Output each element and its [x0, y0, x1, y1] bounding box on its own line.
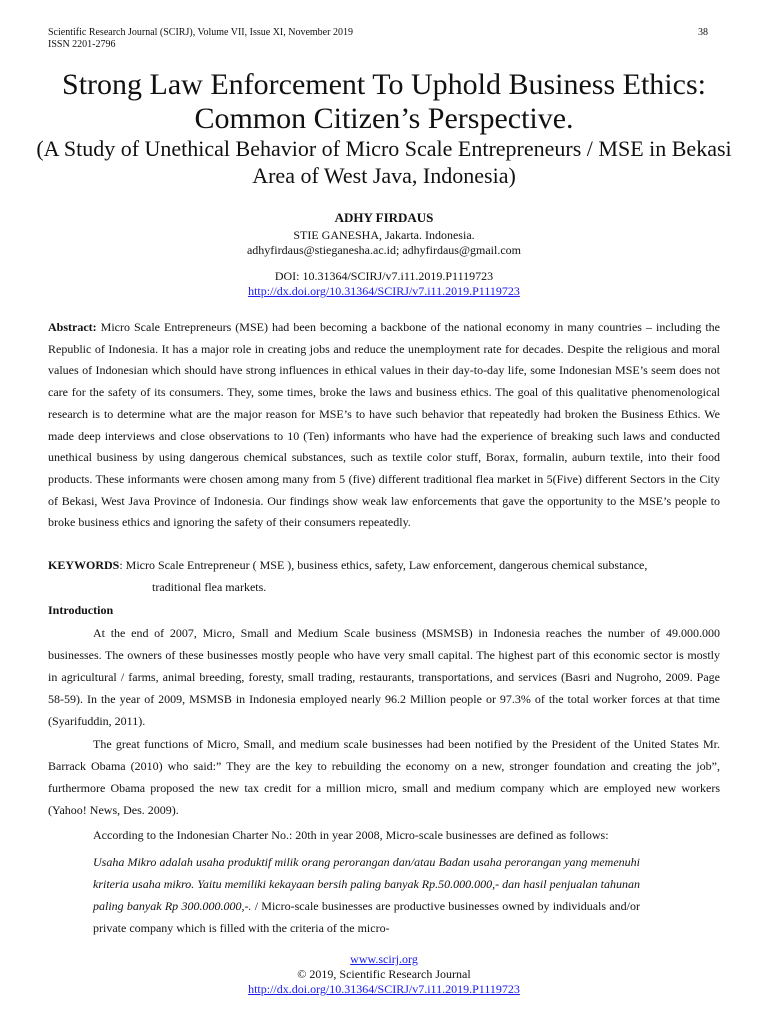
doi-block	[0, 269, 768, 299]
keywords-label: KEYWORDS	[48, 558, 120, 572]
page-number: 38	[698, 27, 708, 38]
page-footer	[0, 952, 768, 997]
section-heading-introduction: Introduction	[48, 603, 114, 617]
definition-quote	[93, 851, 640, 939]
doi-link[interactable]: http://dx.doi.org/10.31364/SCIRJ/v7.i11.2019.P1119723	[248, 284, 520, 298]
abstract-text: Micro Scale Entrepreneurs (MSE) had been becoming a backbone of the national economy in many countries – including the Republic of Indonesia. It has a major role in creating jobs and reduce the unemployment rate for decades. Despite the religious and moral values of Indonesian which should have strong influences in ethical values in their day-to-day life, some Indonesian MSE’s seem does not care for the safety of its consumers. They, some times, broke the laws and business ethics. The goal of this qualitative phenomenological research is to determine what are the major reason for MSE’s to have such behavior that repeatedly had broken the Business Ethics. We made deep interviews and close observations to 10 (Ten) informants who have had the experience of breaking such laws and conducted unethical business by using dangerous chemical substances, such as textile color stuff, Borax, formalin, auburn textile, into their food products. These informants were chosen among many from 5 (five) different traditional flea market in 5(Five) different Sectors in the City of Bekasi, West Java Province of Indonesia. Our findings show weak law enforcements that gave the opportunity to the MSE’s people to broke business ethics and ignoring the safety of their consumers repeatedly.	[48, 320, 720, 530]
quote-italic: Usaha Mikro adalah usaha produktif milik orang perorangan dan/atau Badan usaha perorangan yang memenuhi kriteria usaha mikro. Yaitu memiliki kekayaan bersih paling banyak Rp.50.000.000,- dan hasil penjualan tahunan paling banyak Rp 300.000.000,-.	[93, 855, 640, 913]
abstract-label: Abstract:	[48, 320, 97, 334]
paragraph: According to the Indonesian Charter No.: 20th in year 2008, Micro-scale businesses are defined as follows:	[93, 828, 609, 842]
author-affiliation: STIE GANESHA, Jakarta. Indonesia.	[293, 228, 475, 242]
author-block	[0, 210, 768, 258]
keywords	[48, 554, 720, 598]
footer-site-link[interactable]: www.scirj.org	[350, 952, 418, 966]
running-header	[48, 27, 353, 51]
abstract	[48, 317, 720, 534]
quote-translation: / Micro-scale businesses are productive businesses owned by individuals and/or private company which is filled with the criteria of the micro-	[93, 899, 640, 935]
paper-subtitle: (A Study of Unethical Behavior of Micro Scale Entrepreneurs / MSE in Bekasi Area of West Java, Indonesia)	[36, 136, 732, 188]
paragraph: At the end of 2007, Micro, Small and Medium Scale business (MSMSB) in Indonesia reaches the number of 49.000.000 businesses. The owners of these businesses mostly people who have very small capital. The highest part of this economic sector is mostly in agricultural / farms, animal breeding, foresty, small trading, restaurants, transportations, and services (Basri and Nugroho, 2009. Page 58-59). In the year of 2009, MSMSB in Indonesia employed nearly 96.2 Million people or 97.3% of the total worker forces at that time (Syarifuddin, 2011).	[48, 626, 720, 728]
journal-info: Scientific Research Journal (SCIRJ), Volume VII, Issue XI, November 2019	[48, 27, 353, 38]
issn: ISSN 2201-2796	[48, 39, 116, 50]
keywords-line1: : Micro Scale Entrepreneur ( MSE ), business ethics, safety, Law enforcement, dangerous chemical substance,	[119, 558, 648, 572]
doi-text: DOI: 10.31364/SCIRJ/v7.i11.2019.P1119723	[274, 269, 494, 283]
footer-copyright: © 2019, Scientific Research Journal	[297, 967, 471, 981]
keywords-line2: traditional flea markets.	[152, 580, 267, 594]
author-name: ADHY FIRDAUS	[334, 210, 434, 225]
author-emails: adhyfirdaus@stieganesha.ac.id; adhyfirdaus@gmail.com	[246, 243, 522, 257]
paragraph: The great functions of Micro, Small, and medium scale businesses had been notified by the President of the United States Mr. Barrack Obama (2010) who said:” They are the key to rebuilding the economy on a new, stronger foundation and creating the job”, furthermore Obama proposed the new tax credit for a million micro, small and medium company which are employed new workers (Yahoo! News, Des. 2009).	[48, 737, 720, 817]
paper-title: Strong Law Enforcement To Uphold Business Ethics: Common Citizen’s Perspective.	[62, 68, 706, 135]
footer-doi-link[interactable]: http://dx.doi.org/10.31364/SCIRJ/v7.i11.2019.P1119723	[248, 982, 520, 996]
